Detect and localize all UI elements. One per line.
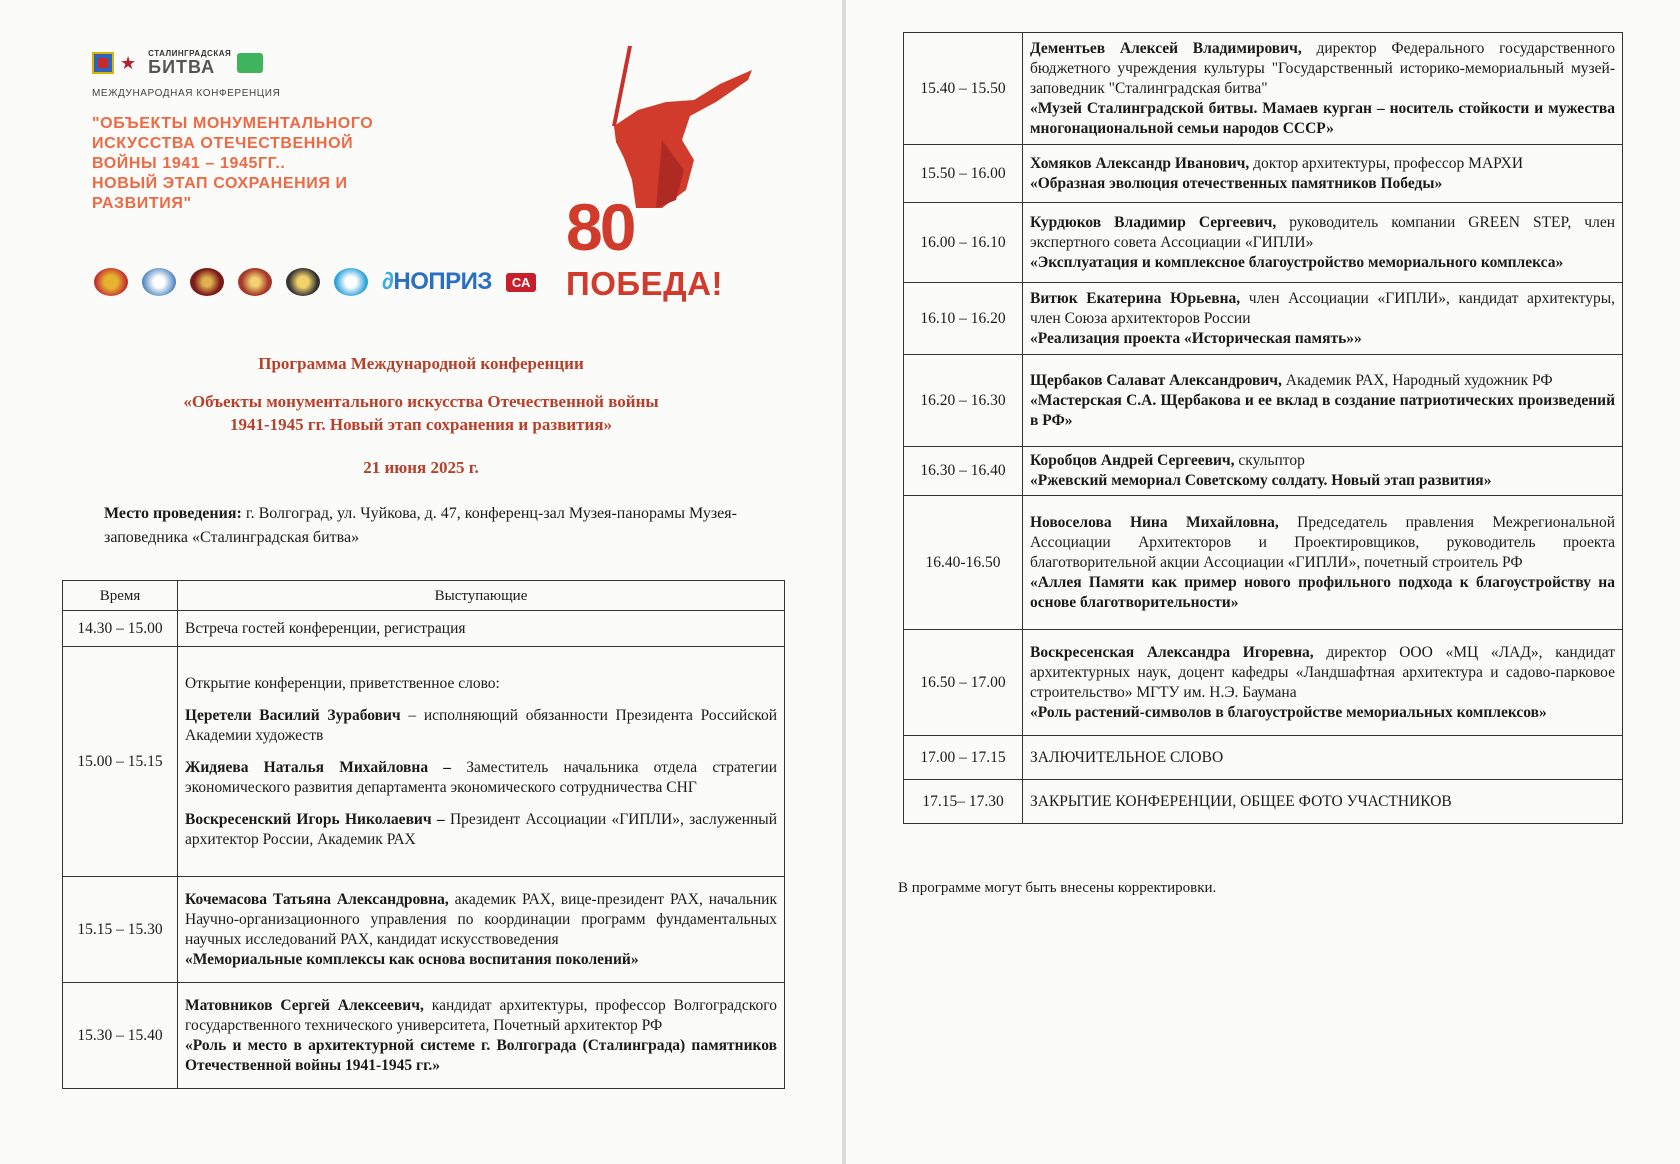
eco-logo-icon	[237, 53, 263, 73]
speaker-role: скульптор	[1234, 452, 1305, 469]
speaker-name: Хомяков Александр Иванович,	[1030, 154, 1250, 172]
talk-title: «Ржевский мемориал Советскому солдату. Новый этап развития»	[1030, 472, 1492, 489]
victory-80-poster	[566, 40, 756, 300]
speaker-name: Щербаков Салават Александрович,	[1030, 371, 1282, 389]
time-cell: 16.20 – 16.30	[904, 355, 1023, 447]
table-row	[63, 983, 785, 1089]
speaker-role: руководитель компании GREEN STEP, член экспертного совета Ассоциации «ГИПЛИ»	[1030, 213, 1615, 251]
speaker-name: Новоселова Нина Михайловна,	[1030, 513, 1279, 531]
double-eagle-emblem-icon	[286, 268, 320, 296]
time-cell: 16.10 – 16.20	[904, 283, 1023, 355]
agenda-cell	[1023, 496, 1623, 630]
time-cell: 15.30 – 15.40	[63, 983, 178, 1089]
agenda-cell	[178, 983, 785, 1089]
table-row	[904, 496, 1623, 630]
talk-title: «Образная эволюция отечественных памятников Победы»	[1030, 174, 1443, 192]
talk-title: «Эксплуатация и комплексное благоустройство мемориального комплекса»	[1030, 253, 1564, 271]
table-row	[904, 447, 1623, 496]
union-emblem-icon	[238, 268, 272, 296]
table-row	[904, 145, 1623, 203]
program-date: 21 июня 2025 г.	[363, 458, 479, 477]
agenda-cell	[1023, 203, 1623, 283]
venue-text: г. Волгоград, ул. Чуйкова, д. 47, конференц-зал Музея-панорамы Музея-заповедника «Сталинградская битва»	[104, 505, 737, 546]
speaker-entry	[185, 996, 777, 1036]
agenda-cell: Встреча гостей конференции, регистрация	[178, 611, 785, 647]
speaker-role: Заместитель начальника отдела стратегии экономического развития департамента экономического сотрудничества СНГ	[185, 758, 777, 796]
speaker-entry	[1030, 289, 1615, 329]
sa-logo: СА	[506, 273, 536, 292]
speaker-entry	[185, 810, 777, 850]
speaker-name: Дементьев Алексей Владимирович,	[1030, 39, 1302, 57]
speaker-name: Коробцов Андрей Сергеевич,	[1030, 452, 1235, 469]
speaker-entry	[185, 706, 777, 746]
agenda-cell: ЗАЛЮЧИТЕЛЬНОЕ СЛОВО	[1023, 736, 1623, 780]
speaker-name: Кочемасова Татьяна Александровна,	[185, 890, 449, 908]
agenda-cell	[178, 877, 785, 983]
agenda-cell	[1023, 630, 1623, 736]
stalingrad-battle-logo	[148, 50, 231, 76]
time-cell: 15.00 – 15.15	[63, 647, 178, 877]
star-icon: ★	[120, 52, 137, 73]
speaker-role: директор ООО «МЦ «ЛАД», кандидат архитектурных наук, доцент кафедры «Ландшафтная архитектура и садово-парковое строительство» МГТУ им. Н.Э. Баумана	[1030, 643, 1615, 701]
venue-label: Место проведения:	[104, 505, 242, 522]
agenda-cell	[1023, 33, 1623, 145]
motherland-statue-icon	[566, 40, 756, 210]
speaker-role: – исполняющий обязанности Президента Российской Академии художеств	[185, 706, 777, 744]
conference-title: "ОБЪЕКТЫ МОНУМЕНТАЛЬНОГО ИСКУССТВА ОТЕЧЕСТВЕННОЙ ВОЙНЫ 1941 – 1945ГГ.. НОВЫЙ ЭТАП СОХРАНЕНИЯ И РАЗВИТИЯ"	[92, 115, 374, 212]
table-row	[63, 611, 785, 647]
column-header-speakers: Выступающие	[178, 581, 785, 611]
agenda-cell	[1023, 447, 1623, 496]
table-row	[904, 780, 1623, 824]
talk-title: «Музей Сталинградской битвы. Мамаев курган – носитель стойкости и мужества многонациональной семьи народов СССР»	[1030, 99, 1615, 137]
speaker-entry	[185, 890, 777, 950]
speaker-role: академик РАХ, вице-президент РАХ, начальник Научно-организационного управления по координации программ фундаментальных научных исследований РАХ, кандидат искусствоведения	[185, 890, 778, 948]
agenda-cell	[1023, 283, 1623, 355]
poster-word: ПОБЕДА!	[566, 265, 723, 302]
venue	[104, 502, 744, 550]
speaker-role: член Ассоциации «ГИПЛИ», кандидат архитектуры, член Союза архитекторов России	[1030, 289, 1616, 327]
partner-logos	[94, 268, 536, 296]
time-cell: 16.50 – 17.00	[904, 630, 1023, 736]
speaker-name: Матовников Сергей Алексеевич,	[185, 996, 424, 1014]
time-cell: 15.50 – 16.00	[904, 145, 1023, 203]
speaker-name: Воскресенская Александра Игоревна,	[1030, 643, 1314, 661]
table-row	[904, 283, 1623, 355]
program-title: Программа Международной конференции	[258, 354, 584, 373]
agenda-cell: ЗАКРЫТИЕ КОНФЕРЕНЦИИ, ОБЩЕЕ ФОТО УЧАСТНИКОВ	[1023, 780, 1623, 824]
speaker-role: директор Федерального государственного бюджетного учреждения культуры "Государственный историко-мемориальный музей-заповедник "Сталинградская битва"	[1030, 39, 1615, 97]
speaker-entry	[1030, 154, 1615, 174]
time-cell: 16.00 – 16.10	[904, 203, 1023, 283]
talk-title: «Аллея Памяти как пример нового профильного подхода к благоустройству на основе благотворительности»	[1030, 573, 1615, 611]
volgograd-crest-icon	[92, 52, 114, 74]
eagle-emblem-icon	[94, 268, 128, 296]
speaker-name: Витюк Екатерина Юрьевна,	[1030, 289, 1241, 307]
table-header-row	[63, 581, 785, 611]
speaker-role: кандидат архитектуры, профессор Волгоградского государственного технического университета, Почетный архитектор РФ	[185, 996, 777, 1034]
time-cell: 15.40 – 15.50	[904, 33, 1023, 145]
table-row	[904, 736, 1623, 780]
speaker-name: Курдюков Владимир Сергеевич,	[1030, 213, 1277, 231]
column-header-time: Время	[63, 581, 178, 611]
talk-title: «Роль растений-символов в благоустройстве мемориальных комплексов»	[1030, 703, 1547, 721]
speaker-entry	[185, 758, 777, 798]
program-subtitle: «Объекты монументального искусства Отечественной войны 1941-1945 гг. Новый этап сохранения и развития»	[183, 392, 659, 434]
time-cell: 16.30 – 16.40	[904, 447, 1023, 496]
time-cell: 16.40-16.50	[904, 496, 1023, 630]
speaker-role: Президент Ассоциации «ГИПЛИ», заслуженный архитектор России, Академик РАХ	[185, 810, 778, 848]
program-table-right	[903, 32, 1623, 824]
globe-emblem-icon	[334, 268, 368, 296]
speaker-entry	[1030, 513, 1615, 573]
program-table-left	[62, 580, 785, 1089]
speaker-entry	[1030, 371, 1615, 391]
speaker-name: Воскресенский Игорь Николаевич –	[185, 810, 445, 828]
speaker-role: Академик РАХ, Народный художник РФ	[1281, 371, 1553, 389]
conference-kicker: МЕЖДУНАРОДНАЯ КОНФЕРЕНЦИЯ	[92, 88, 281, 99]
time-cell: 15.15 – 15.30	[63, 877, 178, 983]
table-row	[63, 647, 785, 877]
agenda-cell	[1023, 355, 1623, 447]
time-cell: 14.30 – 15.00	[63, 611, 178, 647]
speaker-entry	[1030, 451, 1615, 471]
talk-title: «Мемориальные комплексы как основа воспитания поколений»	[185, 950, 639, 968]
poster-number: 80	[566, 190, 634, 264]
speaker-entry	[1030, 643, 1615, 703]
agenda-cell	[1023, 145, 1623, 203]
speaker-role: Председатель правления Межрегиональной Ассоциации Архитекторов и Проектировщиков, руководитель проекта благотворительной акции Ассоциации «ГИПЛИ», почетный строитель РФ	[1030, 513, 1615, 571]
header-logos	[92, 50, 263, 76]
table-row	[904, 33, 1623, 145]
table-row	[904, 630, 1623, 736]
nopriz-logo: ∂НОПРИЗ	[382, 268, 492, 295]
battle-logo-big-text: БИТВА	[148, 57, 216, 77]
academy-emblem-icon	[190, 268, 224, 296]
speaker-entry	[1030, 213, 1615, 253]
ministry-emblem-icon	[142, 268, 176, 296]
speaker-name: Жидяева Наталья Михайловна –	[185, 758, 452, 776]
talk-title: «Роль и место в архитектурной системе г. Волгограда (Сталинграда) памятников Отечественной войны 1941-1945 гг.»	[185, 1036, 777, 1074]
speaker-role: доктор архитектуры, профессор МАРХИ	[1249, 154, 1524, 172]
table-row	[904, 355, 1623, 447]
speaker-name: Церетели Василий Зурабович	[185, 706, 401, 724]
table-row	[904, 203, 1623, 283]
talk-title: «Мастерская С.А. Щербакова и ее вклад в создание патриотических произведений в РФ»	[1030, 391, 1615, 429]
opening-intro: Открытие конференции, приветственное слово:	[185, 674, 500, 692]
talk-title: «Реализация проекта «Историческая память»»	[1030, 329, 1362, 347]
battle-logo-small-text: СТАЛИНГРАДСКАЯ	[148, 49, 232, 58]
time-cell: 17.00 – 17.15	[904, 736, 1023, 780]
footnote: В программе могут быть внесены корректировки.	[898, 880, 1217, 896]
time-cell: 17.15– 17.30	[904, 780, 1023, 824]
speaker-entry	[1030, 39, 1615, 99]
table-row	[63, 877, 785, 983]
agenda-cell	[178, 647, 785, 877]
